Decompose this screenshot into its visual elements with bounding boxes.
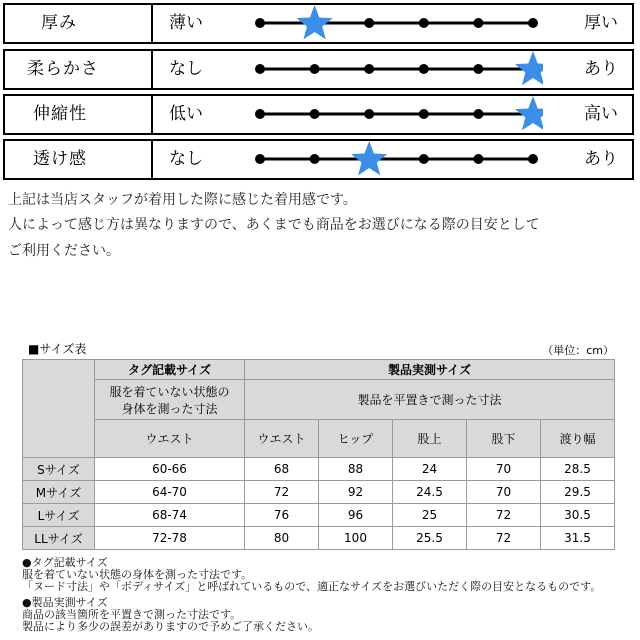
attribute-row-thickness bbox=[3, 3, 634, 44]
table-cell: 96 bbox=[319, 504, 393, 527]
attribute-name: 柔らかさ bbox=[5, 51, 153, 88]
table-cell: 30.5 bbox=[541, 504, 615, 527]
table-cell: 64-70 bbox=[95, 481, 245, 504]
table-cell: 100 bbox=[319, 527, 393, 550]
scale-dot bbox=[419, 154, 429, 164]
row-label: Lサイズ bbox=[23, 504, 95, 527]
table-cell: 24.5 bbox=[393, 481, 467, 504]
note-line: 上記は当店スタッフが着用した際に感じた着用感です。 bbox=[8, 192, 357, 208]
scale-graphic bbox=[243, 96, 543, 133]
table-cell: 80 bbox=[245, 527, 319, 550]
attribute-low-label: なし bbox=[169, 59, 203, 79]
scale-dot bbox=[255, 18, 265, 28]
attribute-row-sheerness bbox=[3, 139, 634, 180]
table-cell: 25.5 bbox=[393, 527, 467, 550]
scale-graphic bbox=[243, 141, 543, 178]
table-cell: 72 bbox=[467, 504, 541, 527]
size-table bbox=[22, 359, 615, 550]
row-label: Sサイズ bbox=[23, 458, 95, 481]
desc-line: 身体を測った寸法 bbox=[121, 401, 218, 416]
table-row bbox=[23, 504, 615, 527]
attribute-table bbox=[3, 3, 636, 181]
actual-size-description: 製品を平置きで測った寸法 bbox=[245, 380, 615, 420]
table-row bbox=[23, 527, 615, 550]
footnote-heading: ●製品実測サイズ bbox=[22, 596, 108, 609]
scale-dot bbox=[473, 109, 483, 119]
column-header: ウエスト bbox=[245, 420, 319, 458]
attribute-low-label: 薄い bbox=[169, 13, 203, 33]
attribute-high-label: 高い bbox=[584, 104, 618, 124]
attribute-high-label: あり bbox=[584, 149, 618, 169]
footnote-line: 製品により多少の誤差がありますので予めご了承ください。 bbox=[22, 620, 319, 633]
row-label: Mサイズ bbox=[23, 481, 95, 504]
table-cell: 72-78 bbox=[95, 527, 245, 550]
scale-dot bbox=[310, 154, 320, 164]
footnote-line: 服を着ていない状態の身体を測った寸法です。 bbox=[22, 568, 253, 581]
group-header-actual: 製品実測サイズ bbox=[245, 360, 615, 380]
scale-dot bbox=[528, 154, 538, 164]
footnote-line: 「ヌード寸法」や「ボディサイズ」と呼ばれているもので、適正なサイズをお選びいただく際の目安となるものです。 bbox=[22, 580, 602, 593]
scale-graphic bbox=[243, 5, 543, 42]
column-header: ヒップ bbox=[319, 420, 393, 458]
rating-scale bbox=[243, 51, 543, 88]
scale-graphic bbox=[243, 51, 543, 88]
rating-scale bbox=[243, 5, 543, 42]
rating-star-icon bbox=[297, 5, 333, 39]
scale-dot bbox=[473, 18, 483, 28]
table-cell: 60-66 bbox=[95, 458, 245, 481]
rating-scale bbox=[243, 96, 543, 133]
scale-dot bbox=[364, 64, 374, 74]
table-cell: 72 bbox=[245, 481, 319, 504]
column-header: 股下 bbox=[467, 420, 541, 458]
scale-dot bbox=[473, 64, 483, 74]
scale-dot bbox=[364, 18, 374, 28]
column-header: ウエスト bbox=[95, 420, 245, 458]
table-cell: 68 bbox=[245, 458, 319, 481]
attribute-row-stretch bbox=[3, 94, 634, 135]
table-cell: 70 bbox=[467, 458, 541, 481]
scale-dot bbox=[310, 64, 320, 74]
attribute-low-label: なし bbox=[169, 149, 203, 169]
column-header: 渡り幅 bbox=[541, 420, 615, 458]
rating-scale bbox=[243, 141, 543, 178]
size-table-corner bbox=[23, 360, 95, 458]
note-line: 人によって感じ方は異なりますので、あくまでも商品をお選びになる際の目安として bbox=[8, 217, 540, 233]
column-header: 股上 bbox=[393, 420, 467, 458]
tag-size-description bbox=[95, 380, 245, 420]
table-cell: 70 bbox=[467, 481, 541, 504]
table-cell: 29.5 bbox=[541, 481, 615, 504]
table-cell: 25 bbox=[393, 504, 467, 527]
group-header-tag: タグ記載サイズ bbox=[95, 360, 245, 380]
scale-dot bbox=[473, 154, 483, 164]
attribute-high-label: あり bbox=[584, 59, 618, 79]
footnote-line: 商品の該当箇所を平置きで測った寸法です。 bbox=[22, 608, 242, 621]
table-cell: 88 bbox=[319, 458, 393, 481]
attribute-low-label: 低い bbox=[169, 104, 203, 124]
footnote-heading: ●タグ記載サイズ bbox=[22, 556, 108, 569]
table-cell: 68-74 bbox=[95, 504, 245, 527]
attribute-high-label: 厚い bbox=[584, 13, 618, 33]
size-table-caption: ■サイズ表 bbox=[28, 342, 87, 356]
attribute-name: 厚み bbox=[5, 5, 153, 42]
scale-dot bbox=[364, 109, 374, 119]
attribute-name: 透け感 bbox=[5, 141, 153, 178]
scale-dot bbox=[255, 109, 265, 119]
table-row bbox=[23, 458, 615, 481]
rating-star-icon bbox=[351, 141, 387, 175]
scale-dot bbox=[255, 154, 265, 164]
size-table-unit: （単位：cm） bbox=[542, 344, 614, 357]
table-cell: 24 bbox=[393, 458, 467, 481]
table-cell: 28.5 bbox=[541, 458, 615, 481]
scale-dot bbox=[310, 109, 320, 119]
note-line: ご利用ください。 bbox=[8, 243, 120, 259]
desc-line: 服を着ていない状態の bbox=[109, 384, 230, 399]
table-cell: 92 bbox=[319, 481, 393, 504]
row-label: LLサイズ bbox=[23, 527, 95, 550]
attribute-name: 伸縮性 bbox=[5, 96, 153, 133]
scale-dot bbox=[528, 18, 538, 28]
scale-dot bbox=[419, 18, 429, 28]
table-cell: 72 bbox=[467, 527, 541, 550]
scale-dot bbox=[255, 64, 265, 74]
scale-dot bbox=[419, 109, 429, 119]
table-cell: 76 bbox=[245, 504, 319, 527]
scale-dot bbox=[419, 64, 429, 74]
attribute-row-softness bbox=[3, 49, 634, 90]
table-row bbox=[23, 481, 615, 504]
table-cell: 31.5 bbox=[541, 527, 615, 550]
